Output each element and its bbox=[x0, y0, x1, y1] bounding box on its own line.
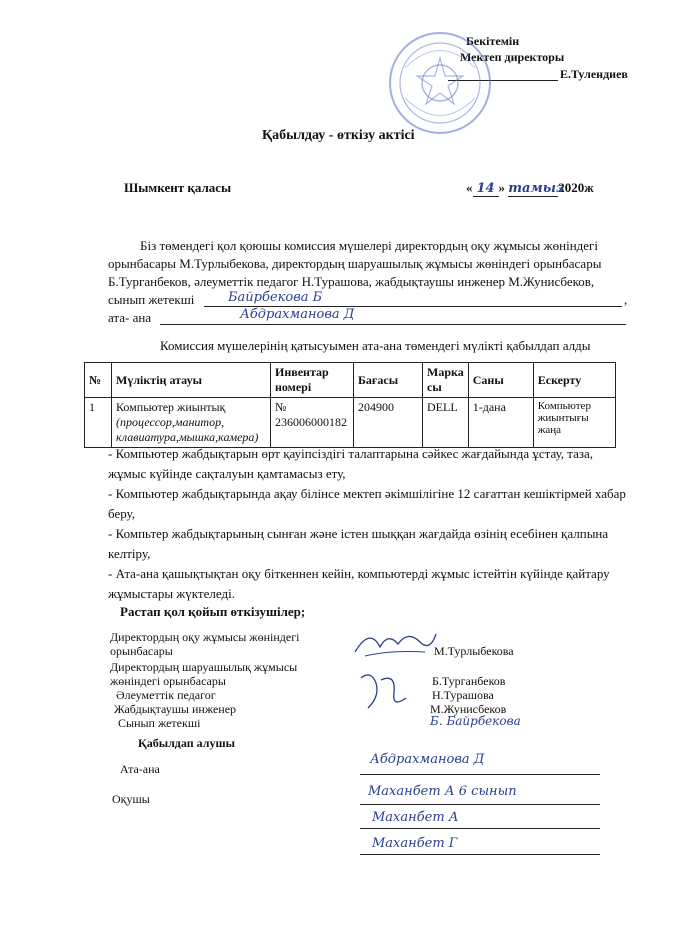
signer-name-1: М.Турлыбекова bbox=[434, 644, 514, 658]
receiver-parent-signature: Абдрахманова Д bbox=[370, 752, 485, 767]
date-year: 2020ж bbox=[558, 180, 594, 195]
header-number: № bbox=[85, 363, 112, 398]
cell-inventory bbox=[271, 398, 354, 448]
parent-name: Абдрахманова Д bbox=[240, 307, 355, 322]
cell-name-main: Компьютер жиынтық bbox=[116, 400, 226, 414]
cell-brand: DELL bbox=[423, 398, 469, 448]
seal-stamp-icon bbox=[385, 28, 495, 138]
teacher-label: сынып жетекші bbox=[108, 292, 195, 307]
cell-inventory-prefix: № bbox=[275, 400, 287, 414]
receiver-student-signature: Маханбет А 6 сынып bbox=[368, 784, 517, 799]
page-title: Қабылдау - өткізу актісі bbox=[262, 128, 415, 143]
signer-name-4: М.Жунисбеков bbox=[430, 702, 507, 716]
cell-number: 1 bbox=[85, 398, 112, 448]
approval-line2: Мектеп директоры bbox=[460, 50, 565, 64]
header-inventory: Инвентар номері bbox=[271, 363, 354, 398]
header-brand: Марка сы bbox=[423, 363, 469, 398]
signer-role-4: Жабдықтаушы инженер bbox=[114, 702, 237, 716]
header-note: Ескерту bbox=[533, 363, 615, 398]
inventory-table bbox=[84, 362, 616, 448]
date bbox=[466, 180, 594, 197]
cell-note: Компьютер жиынтығы жаңа bbox=[533, 398, 615, 448]
teacher-end: , bbox=[624, 292, 628, 307]
table-header-row bbox=[85, 363, 616, 398]
signer-role-5: Сынып жетекші bbox=[118, 716, 201, 730]
date-day: 14 bbox=[473, 181, 499, 197]
intro-line1: Біз төмендегі қол қоюшы комиссия мүшелері директордың оқу жұмысы жөніндегі bbox=[140, 238, 599, 253]
receiver-heading: Қабылдап алушы bbox=[138, 736, 235, 750]
signer-role-3: Әлеуметтік педагог bbox=[116, 688, 216, 702]
signer-name-5: Б. Байрбекова bbox=[430, 714, 521, 728]
rule-4: - Ата-ана қашықтықтан оқу біткеннен кейін, компьютерді жұмыс істейтін күйінде қайтару жұмыстары жүктеледі. bbox=[108, 566, 610, 601]
intro-line2: орынбасары М.Турлыбекова, директордың шаруашылық жұмысы жөніндегі орынбасары bbox=[108, 256, 602, 271]
parent-line bbox=[160, 324, 626, 325]
receiver-extra-signature-2: Маханбет Г bbox=[372, 836, 458, 851]
receiver-student-label: Оқушы bbox=[112, 792, 150, 806]
cell-name bbox=[112, 398, 271, 448]
header-qty: Саны bbox=[468, 363, 533, 398]
receiver-parent-line bbox=[360, 774, 600, 775]
intro-line3: Б.Турганбеков, әлеуметтік педагог Н.Турашова, жабдықтаушы инженер М.Жунисбеков, bbox=[108, 274, 595, 289]
teacher-name: Байрбекова Б bbox=[228, 290, 323, 305]
date-month: тамыз bbox=[508, 181, 565, 196]
header-name: Мүліктің атауы bbox=[112, 363, 271, 398]
signer-name-2: Б.Турганбеков bbox=[432, 674, 506, 688]
city: Шымкент қаласы bbox=[124, 180, 232, 195]
parent-label: ата- ана bbox=[108, 310, 152, 325]
approval-director: Е.Тулендиев bbox=[560, 67, 628, 81]
cell-qty: 1-дана bbox=[468, 398, 533, 448]
table-row bbox=[85, 398, 616, 448]
signer-role-2: Директордың шаруашылық жұмысы жөніндегі орынбасары bbox=[110, 660, 298, 688]
confirm-heading: Растап қол қойып өткізушілер; bbox=[120, 604, 306, 619]
commission-line: Комиссия мүшелерінің қатысуымен ата-ана төмендегі мүлікті қабылдап алды bbox=[160, 338, 591, 353]
receiver-student-line bbox=[360, 804, 600, 805]
receiver-extra-line-2 bbox=[360, 854, 600, 855]
date-open-quote: « bbox=[466, 180, 473, 195]
header-price: Бағасы bbox=[354, 363, 423, 398]
cell-price: 204900 bbox=[354, 398, 423, 448]
receiver-parent-label: Ата-ана bbox=[120, 762, 160, 776]
signature-2-icon bbox=[356, 668, 416, 718]
cell-inventory-number: 236006000182 bbox=[275, 415, 347, 429]
signature-1-icon bbox=[350, 622, 440, 662]
approval-line1: Бекітемін bbox=[466, 34, 520, 48]
rule-1: - Компьютер жабдықтарын өрт қауіпсіздігі талаптарына сәйкес жағдайында ұстау, таза, жұмыс күйінде сақталуын қамтамасыз ету, bbox=[108, 446, 594, 481]
signer-role-1: Директордың оқу жұмысы жөніндегі орынбасары bbox=[110, 630, 300, 658]
rule-2: - Компьютер жабдықтарында ақау білінсе мектеп әкімшілігіне 12 сағаттан кешіктірмей хабар беру, bbox=[108, 486, 626, 521]
date-close-quote: » bbox=[498, 180, 505, 195]
receiver-extra-line-1 bbox=[360, 828, 600, 829]
signer-name-3: Н.Турашова bbox=[432, 688, 494, 702]
cell-name-detail: (процессор,манитор, клавиатура,мышка,камера) bbox=[116, 415, 259, 444]
receiver-extra-signature-1: Маханбет А bbox=[372, 810, 459, 825]
rule-3: - Компьтер жабдықтарының сынған және істен шыққан жағдайда өзінің есебінен қалпына келтіру, bbox=[108, 526, 609, 561]
